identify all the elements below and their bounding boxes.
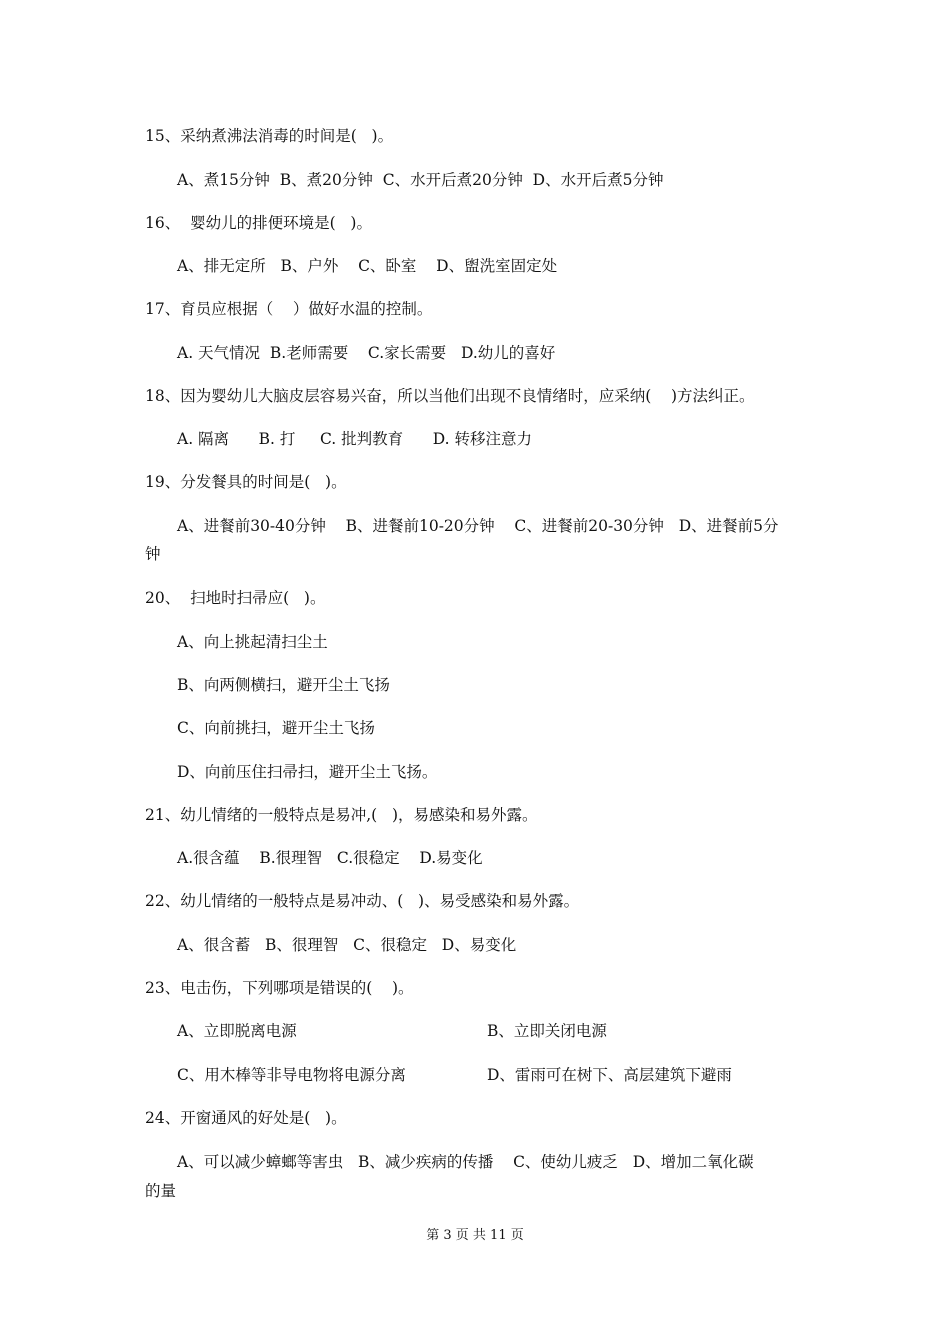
option-23-c: C、用木棒等非导电物将电源分离 <box>177 1066 406 1084</box>
question-20: 20、 扫地时扫帚应( )。 <box>145 589 326 607</box>
question-16: 16、 婴幼儿的排便环境是( )。 <box>145 214 372 232</box>
question-17: 17、育员应根据（ ）做好水温的控制。 <box>145 300 433 318</box>
question-22: 22、幼儿情绪的一般特点是易冲动、( )、易受感染和易外露。 <box>145 892 580 910</box>
options-17: A. 天气情况 B.老师需要 C.家长需要 D.幼儿的喜好 <box>177 344 556 362</box>
question-19: 19、分发餐具的时间是( )。 <box>145 473 347 491</box>
options-21: A.很含蕴 B.很理智 C.很稳定 D.易变化 <box>177 849 483 867</box>
options-19-continued: 钟 <box>145 545 161 563</box>
options-22: A、很含蓄 B、很理智 C、很稳定 D、易变化 <box>177 936 517 954</box>
options-19: A、进餐前30-40分钟 B、进餐前10-20分钟 C、进餐前20-30分钟 D、进餐前5分 <box>177 517 779 535</box>
question-24: 24、开窗通风的好处是( )。 <box>145 1109 347 1127</box>
question-21: 21、幼儿情绪的一般特点是易冲,( )，易感染和易外露。 <box>145 806 538 824</box>
option-20-d: D、向前压住扫帚扫，避开尘土飞扬。 <box>177 763 438 781</box>
option-20-a: A、向上挑起清扫尘土 <box>177 633 328 651</box>
page-footer: 第 3 页 共 11 页 <box>426 1228 524 1243</box>
options-24: A、可以减少蟑螂等害虫 B、减少疾病的传播 C、使幼儿疲乏 D、增加二氧化碳 <box>177 1153 754 1171</box>
options-15: A、煮15分钟 B、煮20分钟 C、水开后煮20分钟 D、水开后煮5分钟 <box>177 171 664 189</box>
option-23-d: D、雷雨可在树下、高层建筑下避雨 <box>487 1066 732 1084</box>
question-15: 15、采纳煮沸法消毒的时间是( )。 <box>145 127 394 145</box>
option-23-a: A、立即脱离电源 <box>177 1022 297 1040</box>
option-20-c: C、向前挑扫，避开尘土飞扬 <box>177 719 375 737</box>
options-16: A、排无定所 B、户外 C、卧室 D、盥洗室固定处 <box>177 257 558 275</box>
options-24-continued: 的量 <box>145 1182 177 1200</box>
question-23: 23、电击伤，下列哪项是错误的( )。 <box>145 979 414 997</box>
option-23-b: B、立即关闭电源 <box>487 1022 607 1040</box>
options-18: A. 隔离 B. 打 C. 批判教育 D. 转移注意力 <box>177 430 532 448</box>
question-18: 18、因为婴幼儿大脑皮层容易兴奋，所以当他们出现不良情绪时，应采纳( )方法纠正。 <box>145 387 755 405</box>
option-20-b: B、向两侧横扫，避开尘土飞扬 <box>177 676 390 694</box>
